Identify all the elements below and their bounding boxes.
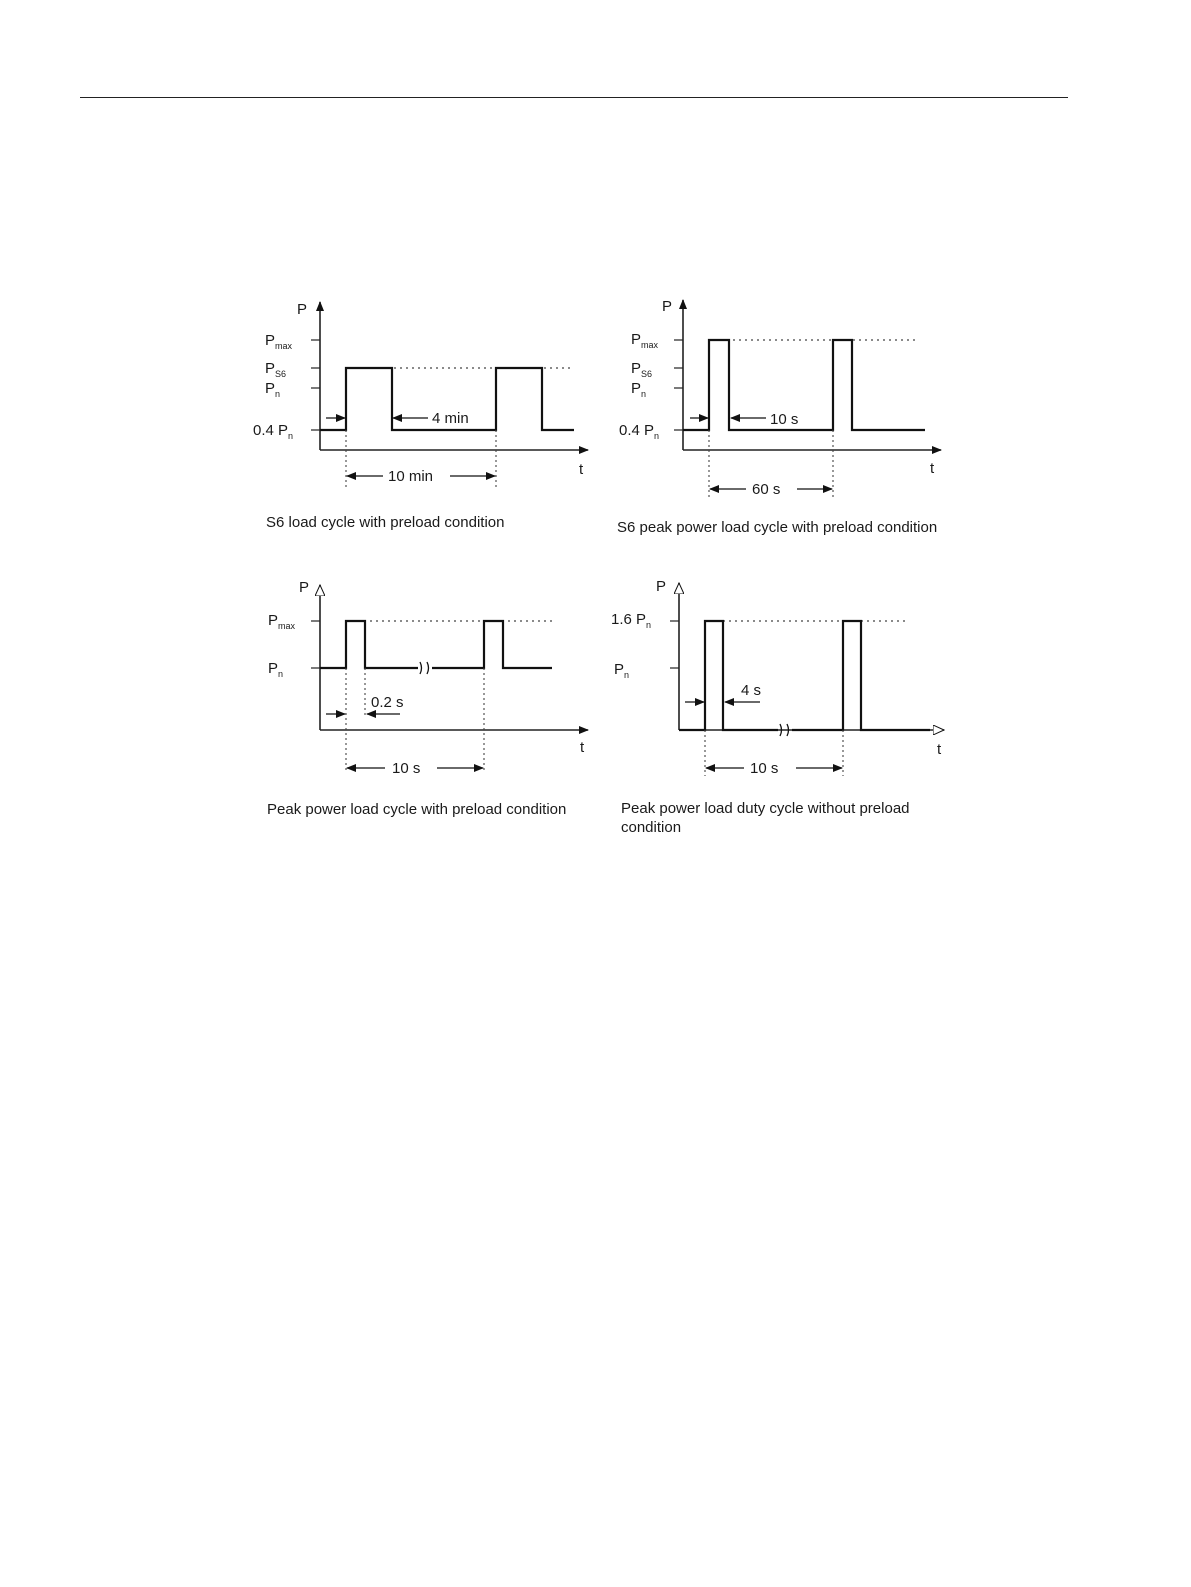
level-label-ps6: $P_{S6}$ — [265, 360, 287, 379]
level-label-base: 0.4 $P_n$ — [253, 422, 294, 441]
level-label-peak: 1.6 $P_n$ — [611, 611, 652, 630]
load-waveform-part-2 — [432, 621, 552, 668]
level-label-pn: $P_n$ — [268, 660, 284, 679]
level-label-pmax: $P_{max}$ — [265, 332, 293, 351]
y-axis-label: P — [656, 578, 667, 595]
load-waveform — [683, 340, 925, 430]
caption-line-2: condition — [621, 819, 682, 836]
level-label-pmax: $P_{max}$ — [268, 612, 296, 631]
period-label: 10 s — [392, 760, 421, 777]
caption: S6 load cycle with preload condition — [266, 514, 505, 531]
level-label-pn: $P_n$ — [614, 661, 630, 680]
diagram-s6-load-cycle — [253, 301, 588, 531]
load-waveform-part-2 — [792, 621, 930, 730]
x-axis-label: t — [930, 460, 935, 477]
diagram-peak-power-load-cycle-preload — [267, 579, 588, 818]
x-axis-label: t — [579, 461, 584, 478]
period-label: 10 s — [750, 760, 779, 777]
y-axis-label: P — [297, 301, 308, 318]
pulse-width-label: 10 s — [770, 411, 799, 428]
pulse-width-label: 4 s — [741, 682, 762, 699]
time-break-symbol — [420, 662, 429, 674]
level-label-pn: $P_n$ — [265, 380, 281, 399]
pulse-width-label: 0.2 s — [371, 694, 404, 711]
caption: S6 peak power load cycle with preload condition — [617, 519, 938, 536]
period-label: 10 min — [388, 468, 434, 485]
x-axis-label: t — [580, 739, 585, 756]
load-waveform-part-1 — [320, 621, 418, 668]
diagram-s6-peak-power-load-cycle — [617, 298, 941, 536]
x-axis-label: t — [937, 741, 942, 758]
y-axis-label: P — [299, 579, 310, 596]
period-label: 60 s — [752, 481, 781, 498]
diagram-peak-power-load-duty-cycle-no-preload — [611, 578, 944, 836]
level-label-pmax: $P_{max}$ — [631, 331, 659, 350]
level-label-pn: $P_n$ — [631, 380, 647, 399]
y-axis-label: P — [662, 298, 673, 315]
caption-line-1: Peak power load duty cycle without preload — [621, 800, 910, 817]
level-label-base: 0.4 $P_n$ — [619, 422, 660, 441]
caption: Peak power load cycle with preload condition — [267, 801, 567, 818]
level-label-ps6: $P_{S6}$ — [631, 360, 653, 379]
load-waveform-part-1 — [679, 621, 778, 730]
pulse-width-label: 4 min — [432, 410, 469, 427]
